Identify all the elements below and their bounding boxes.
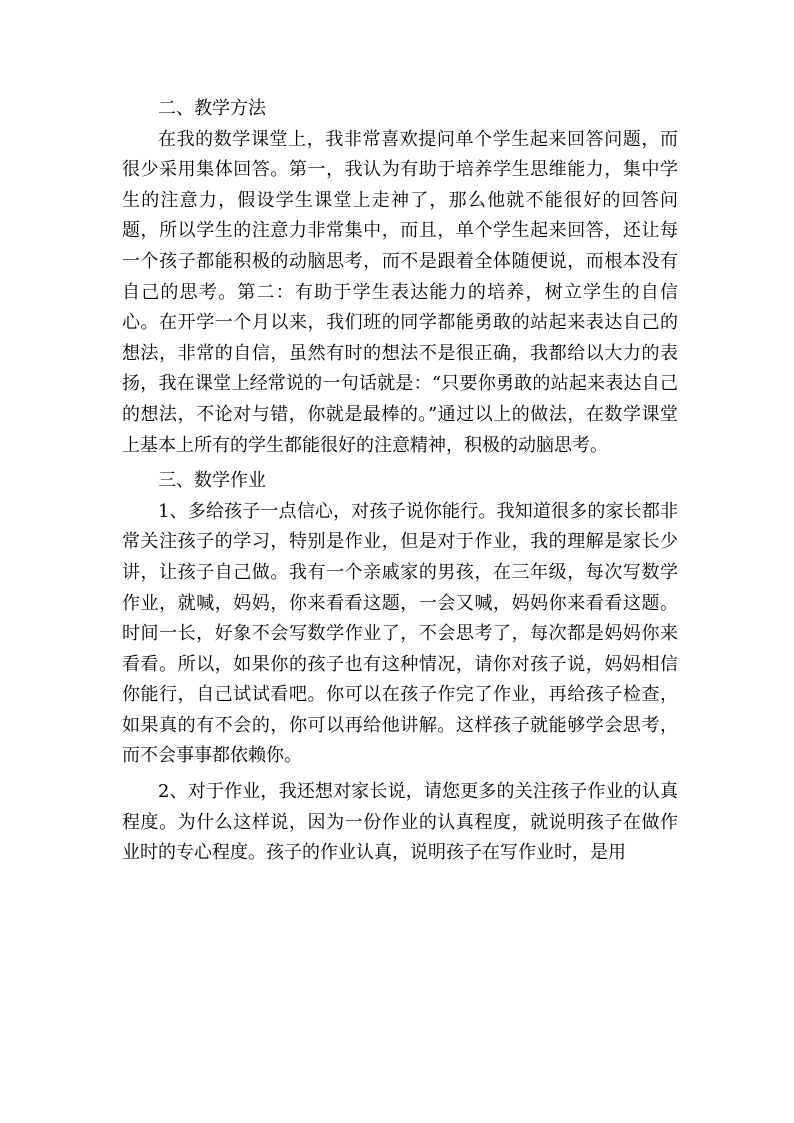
paragraph-homework-care: 2、对于作业，我还想对家长说，请您更多的关注孩子作业的认真程度。为什么这样说，因为一份作业的认真程度，就说明孩子在做作业时的专心程度。孩子的作业认真，说明孩子在写作业时，是用	[122, 781, 678, 864]
section-heading-teaching-methods: 二、教学方法	[158, 98, 266, 119]
paragraph-homework-confidence: 1、多给孩子一点信心，对孩子说你能行。我知道很多的家长都非常关注孩子的学习，特别是作业，但是对于作业，我的理解是家长少讲，让孩子自己做。我有一个亲戚家的男孩，在三年级，每次写数学作业，就喊，妈妈，你来看看这题，一会又喊，妈妈你来看看这题。时间一长，好象不会写数学作业了，不会思考了，每次都是妈妈你来看看。所以，如果你的孩子也有这种情况，请你对孩子说，妈妈相信你能行，自己试试看吧。你可以在孩子作完了作业，再给孩子检查，如果真的有不会的，你可以再给他讲解。这样孩子就能够学会思考，而不会事事都依赖你。	[122, 500, 678, 767]
section-heading-math-homework: 三、数学作业	[158, 470, 266, 492]
document-body	[122, 94, 678, 869]
paragraph-teaching-methods: 在我的数学课堂上，我非常喜欢提问单个学生起来回答问题，而很少采用集体回答。第一，我认为有助于培养学生思维能力，集中学生的注意力，假设学生课堂上走神了，那么他就不能很好的回答问题，所以学生的注意力非常集中，而且，单个学生起来回答，还让每一个孩子都能积极的动脑思考，而不是跟着全体随便说，而根本没有自己的思考。第二：有助于学生表达能力的培养，树立学生的自信心。在开学一个月以来，我们班的同学都能勇敢的站起来表达自己的想法，非常的自信，虽然有时的想法不是很正确，我都给以大力的表扬，我在课堂上经常说的一句话就是：“只要你勇敢的站起来表达自己的想法，不论对与错，你就是最棒的。”通过以上的做法，在数学课堂上基本上所有的学生都能很好的注意精神，积极的动脑思考。	[122, 128, 678, 456]
